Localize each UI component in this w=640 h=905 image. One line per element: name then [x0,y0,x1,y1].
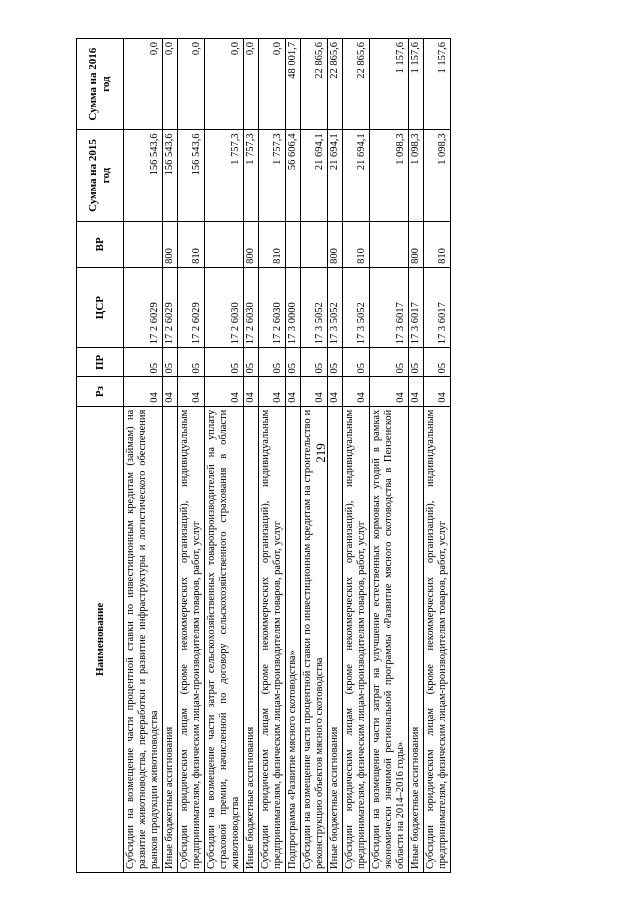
table-row [328,39,343,873]
cell-vr [205,221,244,267]
cell-vr: 810 [343,221,370,267]
cell-sum-2016: 22 865,6 [328,39,343,130]
cell-sum-2016: 22 865,6 [343,39,370,130]
cell-rz: 04 [124,377,163,406]
page-number: 219 [313,443,328,463]
cell-sum-2016: 0,0 [124,39,163,130]
cell-name: Иные бюджетные ассигнования [409,406,424,872]
cell-sum-2015: 1 757,3 [244,130,259,221]
cell-rz: 04 [370,377,409,406]
cell-name: Подпрограмма «Развитие мясного скотоводства» [286,406,301,872]
cell-csr: 17 3 5052 [328,267,343,347]
cell-pr: 05 [244,348,259,377]
cell-rz: 04 [328,377,343,406]
cell-csr: 17 2 6030 [244,267,259,347]
cell-vr [301,221,328,267]
cell-sum-2015: 156 543,6 [178,130,205,221]
cell-sum-2016: 48 001,7 [286,39,301,130]
table-row [124,39,163,873]
cell-pr: 05 [328,348,343,377]
cell-vr [124,221,163,267]
table-row [163,39,178,873]
cell-name: Субсидии на возмещение части процентной ставки по инвестиционным кредитам (займам) на развитие животноводства, переработки и развитие инфраструктуры и логистического обеспечения рынков продукции животноводства [124,406,163,872]
cell-sum-2016: 22 865,6 [301,39,328,130]
cell-pr: 05 [301,348,328,377]
header-rz: Рз [77,377,124,406]
budget-table [76,38,451,873]
cell-csr: 17 2 6029 [163,267,178,347]
cell-name: Субсидии юридическим лицам (кроме некоммерческих организаций), индивидуальным предпринимателям, физическим лицам-производителям товаров, работ, услуг [343,406,370,872]
cell-pr: 05 [343,348,370,377]
cell-sum-2016: 1 157,6 [409,39,424,130]
cell-sum-2015: 21 694,1 [343,130,370,221]
table-row [205,39,244,873]
rotated-page [76,38,550,873]
cell-sum-2015: 1 098,3 [370,130,409,221]
cell-sum-2015: 21 694,1 [328,130,343,221]
header-vr: ВР [77,221,124,267]
cell-csr: 17 2 6029 [124,267,163,347]
cell-vr [370,221,409,267]
cell-rz: 04 [301,377,328,406]
cell-rz: 04 [244,377,259,406]
cell-rz: 04 [286,377,301,406]
cell-name: Субсидии юридическим лицам (кроме некоммерческих организаций), индивидуальным предпринимателям, физическим лицам-производителям товаров, работ, услуг [259,406,286,872]
cell-rz: 04 [163,377,178,406]
table-row [409,39,424,873]
cell-name: Иные бюджетные ассигнования [163,406,178,872]
table-header-row [77,39,124,873]
cell-rz: 04 [343,377,370,406]
cell-sum-2015: 56 606,4 [286,130,301,221]
cell-vr: 800 [328,221,343,267]
cell-sum-2015: 21 694,1 [301,130,328,221]
table-row [301,39,328,873]
cell-vr [286,221,301,267]
table-row [259,39,286,873]
table-row [424,39,451,873]
header-name: Наименование [77,406,124,872]
cell-vr: 800 [163,221,178,267]
cell-csr: 17 2 6030 [259,267,286,347]
cell-vr: 810 [178,221,205,267]
cell-pr: 05 [205,348,244,377]
cell-csr: 17 2 6030 [205,267,244,347]
cell-sum-2015: 156 543,6 [163,130,178,221]
cell-rz: 04 [424,377,451,406]
cell-rz: 04 [205,377,244,406]
cell-vr: 810 [259,221,286,267]
cell-pr: 05 [424,348,451,377]
cell-sum-2015: 1 098,3 [424,130,451,221]
cell-name: Субсидии на возмещение части затрат сельскохозяйственных товаропроизводителей на уплату страховой премии, начисленной по договору сельскохозяйственного страхования в области животноводства [205,406,244,872]
cell-rz: 04 [409,377,424,406]
cell-name: Субсидии на возмещение части затрат на улучшение естественных кормовых угодий в рамках экономически значимой региональной программы «Развитие мясного скотоводства в Пензенской области на 2014–2016 годы» [370,406,409,872]
cell-sum-2016: 0,0 [205,39,244,130]
cell-name: Иные бюджетные ассигнования [244,406,259,872]
table-row [286,39,301,873]
cell-sum-2016: 0,0 [259,39,286,130]
cell-sum-2015: 156 543,6 [124,130,163,221]
cell-pr: 05 [124,348,163,377]
header-pr: ПР [77,348,124,377]
cell-vr: 810 [424,221,451,267]
table-row [178,39,205,873]
cell-sum-2015: 1 098,3 [409,130,424,221]
cell-rz: 04 [259,377,286,406]
cell-csr: 17 3 0000 [286,267,301,347]
cell-pr: 05 [286,348,301,377]
cell-name: Субсидии на возмещение части процентной ставки по инвестиционным кредитам на строительство и реконструкцию объектов мясного скотоводства [301,406,328,872]
cell-csr: 17 3 6017 [409,267,424,347]
cell-pr: 05 [409,348,424,377]
cell-csr: 17 3 5052 [301,267,328,347]
cell-pr: 05 [178,348,205,377]
cell-pr: 05 [259,348,286,377]
header-sum-2016: Сумма на 2016 год [77,39,124,130]
cell-csr: 17 3 6017 [424,267,451,347]
cell-pr: 05 [370,348,409,377]
cell-sum-2016: 0,0 [244,39,259,130]
table-row [244,39,259,873]
table-row [343,39,370,873]
cell-name: Субсидии юридическим лицам (кроме некоммерческих организаций), индивидуальным предпринимателям, физическим лицам-производителям товаров, работ, услуг [424,406,451,872]
cell-vr: 800 [244,221,259,267]
header-sum-2015: Сумма на 2015 год [77,130,124,221]
cell-sum-2016: 0,0 [178,39,205,130]
cell-name: Субсидии юридическим лицам (кроме некоммерческих организаций), индивидуальным предпринимателям, физическим лицам-производителям товаров, работ, услуг [178,406,205,872]
cell-pr: 05 [163,348,178,377]
cell-sum-2015: 1 757,3 [205,130,244,221]
table-row [370,39,409,873]
cell-csr: 17 2 6029 [178,267,205,347]
cell-name: Иные бюджетные ассигнования [328,406,343,872]
cell-sum-2016: 0,0 [163,39,178,130]
cell-vr: 800 [409,221,424,267]
cell-sum-2015: 1 757,3 [259,130,286,221]
cell-sum-2016: 1 157,6 [370,39,409,130]
cell-csr: 17 3 5052 [343,267,370,347]
header-csr: ЦСР [77,267,124,347]
cell-sum-2016: 1 157,6 [424,39,451,130]
cell-csr: 17 3 6017 [370,267,409,347]
cell-rz: 04 [178,377,205,406]
